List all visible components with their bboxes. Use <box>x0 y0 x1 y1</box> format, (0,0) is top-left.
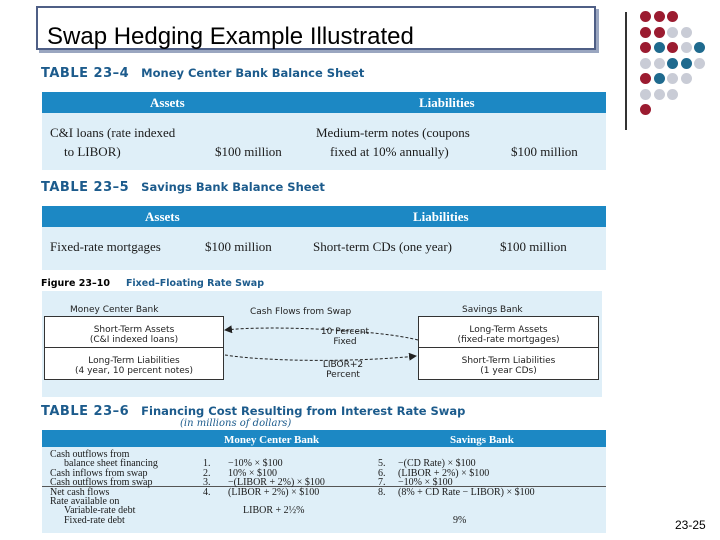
table-subtitle: (in millions of dollars) <box>180 418 292 429</box>
table-23-6-header-row <box>42 430 606 447</box>
mcb-liabilities-line2: (4 year, 10 percent notes) <box>74 366 194 376</box>
table-number: TABLE 23–5 <box>41 180 130 195</box>
asset-description-line1: C&I loans (rate indexed <box>50 125 176 140</box>
column-header-liabilities: Liabilities <box>413 209 469 224</box>
sb-value: (LIBOR + 2%) × $100 <box>398 467 490 479</box>
sb-value: (8% + CD Rate − LIBOR) × $100 <box>398 486 535 498</box>
fixed-rate-line1: 10 Percent <box>320 327 370 337</box>
column-header-money-center-bank: Money Center Bank <box>224 434 320 446</box>
table-23-6-heading <box>41 404 465 419</box>
liability-description-line2: fixed at 10% annually) <box>330 144 449 159</box>
mcb-line-number: 2. <box>203 467 211 479</box>
row-label: Cash outflows from swap <box>50 477 153 489</box>
asset-amount: $100 million <box>205 239 272 254</box>
row-label: Net cash flows <box>50 486 110 498</box>
sb-assets-line2: (fixed-rate mortgages) <box>457 335 560 345</box>
table-name: Money Center Bank Balance Sheet <box>141 66 365 80</box>
table-number: TABLE 23–4 <box>41 66 130 81</box>
table-name: Savings Bank Balance Sheet <box>141 180 325 194</box>
liability-amount: $100 million <box>500 239 567 254</box>
column-header-assets: Assets <box>145 209 180 224</box>
row-label: balance sheet financing <box>64 458 158 470</box>
sb-assets-line1: Long-Term Assets <box>469 325 548 335</box>
asset-amount: $100 million <box>215 144 282 159</box>
sb-value: 9% <box>453 514 467 526</box>
mcb-liabilities-line1: Long-Term Liabilities <box>88 356 180 366</box>
asset-description-line2: to LIBOR) <box>64 144 121 159</box>
liability-description: Short-term CDs (one year) <box>313 239 452 254</box>
mcb-value: −(LIBOR + 2%) × $100 <box>228 477 325 489</box>
sb-liabilities-line2: (1 year CDs) <box>480 366 537 376</box>
table-number: TABLE 23–6 <box>41 404 130 419</box>
asset-description: Fixed-rate mortgages <box>50 239 161 254</box>
column-header-savings-bank: Savings Bank <box>450 434 514 446</box>
column-header-assets: Assets <box>150 95 185 110</box>
figure-number: Figure 23–10 <box>41 278 110 289</box>
liability-description-line1: Medium-term notes (coupons <box>316 125 470 140</box>
mcb-value: (LIBOR + 2%) × $100 <box>228 486 320 498</box>
mcb-assets-line2: (C&I indexed loans) <box>89 335 179 345</box>
savings-bank-label: Savings Bank <box>462 305 523 315</box>
slide-title: Swap Hedging Example Illustrated <box>47 23 414 50</box>
sb-liabilities-line1: Short-Term Liabilities <box>461 356 556 366</box>
row-label: Variable-rate debt <box>64 505 136 517</box>
mcb-line-number: 1. <box>203 458 211 470</box>
sb-line-number: 8. <box>378 486 386 498</box>
table-name: Financing Cost Resulting from Interest Rate Swap <box>141 404 466 418</box>
sb-value: −10% × $100 <box>398 477 453 489</box>
sb-line-number: 6. <box>378 467 386 479</box>
fixed-rate-line2: Fixed <box>333 337 357 347</box>
mcb-line-number: 4. <box>203 486 211 498</box>
figure-name: Fixed–Floating Rate Swap <box>125 278 265 289</box>
mcb-value: −10% × $100 <box>228 458 283 470</box>
sb-line-number: 7. <box>378 477 386 489</box>
sb-line-number: 5. <box>378 458 386 470</box>
mcb-value: 10% × $100 <box>228 467 277 479</box>
row-label: Rate available on <box>50 496 120 507</box>
liability-amount: $100 million <box>511 144 578 159</box>
mcb-assets-line1: Short-Term Assets <box>93 325 175 335</box>
floating-rate-line1: LIBOR+2 <box>322 360 364 370</box>
cash-flows-label: Cash Flows from Swap <box>250 307 352 317</box>
row-label: Fixed-rate debt <box>64 514 125 526</box>
money-center-bank-label: Money Center Bank <box>70 305 159 315</box>
page-number: 23-25 <box>675 518 706 532</box>
mcb-line-number: 3. <box>203 477 211 489</box>
sb-value: −(CD Rate) × $100 <box>398 458 476 470</box>
row-label: Cash inflows from swap <box>50 467 148 479</box>
column-header-liabilities: Liabilities <box>419 95 475 110</box>
row-label: Cash outflows from <box>50 449 130 460</box>
mcb-value: LIBOR + 2½% <box>243 505 305 517</box>
floating-rate-line2: Percent <box>326 370 360 380</box>
